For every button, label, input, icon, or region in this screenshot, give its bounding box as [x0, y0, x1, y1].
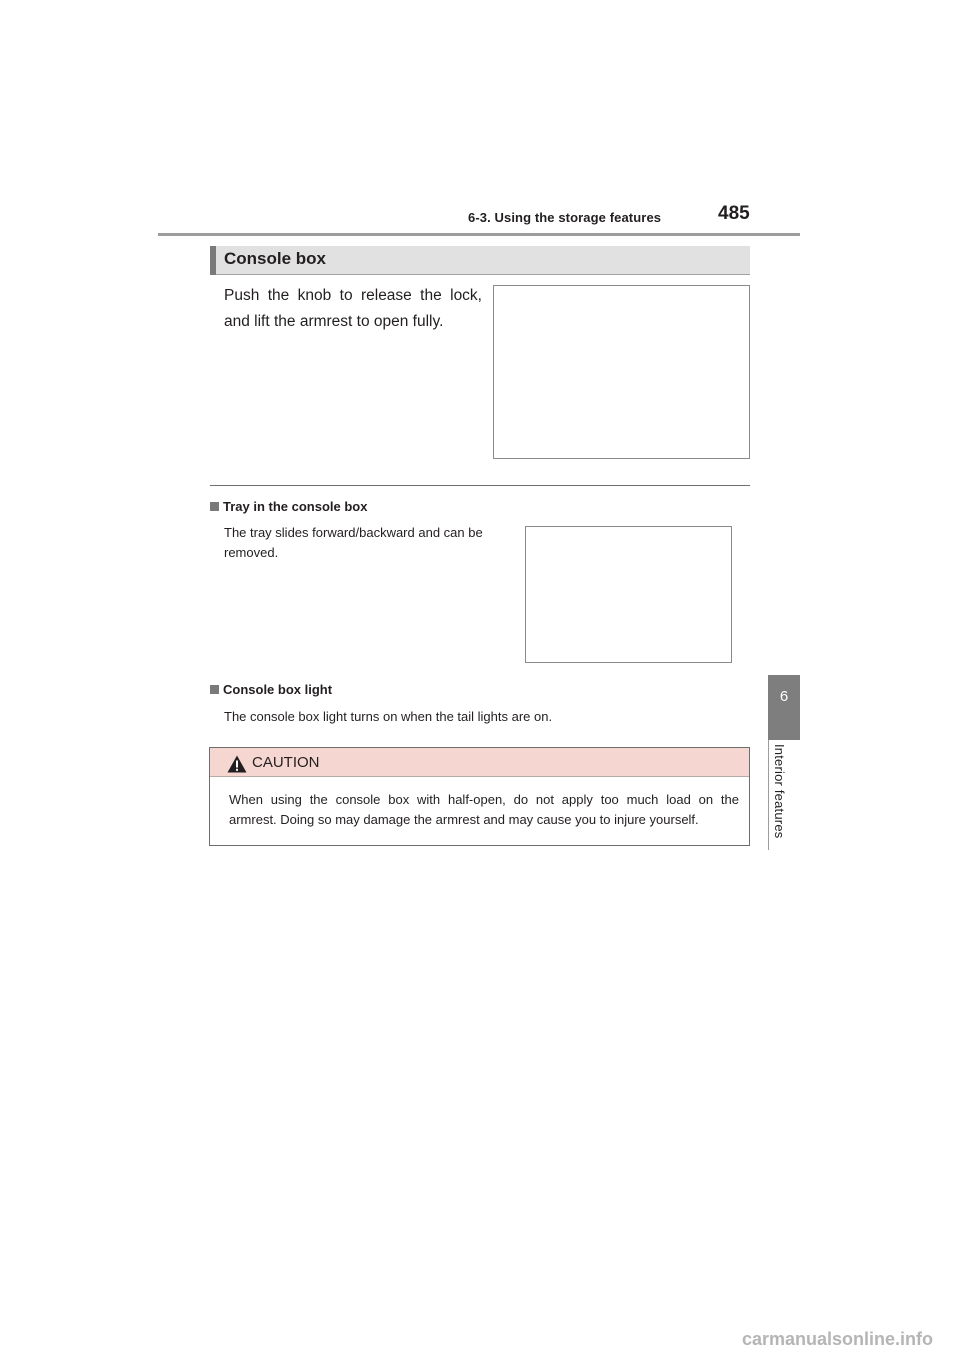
tray-heading-label: Tray in the console box: [223, 499, 368, 514]
tray-illustration: [525, 526, 732, 663]
warning-icon: [227, 755, 247, 773]
tray-description: The tray slides forward/backward and can be removed.: [224, 525, 483, 560]
square-bullet-icon: [210, 502, 219, 511]
section-divider: [210, 485, 750, 486]
caution-title: CAUTION: [252, 754, 320, 771]
section-heading-accent: [210, 246, 216, 275]
console-box-illustration: [493, 285, 750, 459]
chapter-tab-line: [768, 740, 769, 850]
chapter-title: Interior features: [772, 744, 787, 839]
header-rule: [158, 233, 800, 236]
square-bullet-icon: [210, 685, 219, 694]
tray-heading: [210, 499, 367, 514]
light-description: The console box light turns on when the tail lights are on.: [224, 709, 553, 724]
chapter-tab: [768, 675, 800, 740]
console-box-instructions: Push the knob to release the lock, and lift the armrest to open fully.: [224, 287, 482, 330]
caution-text: [229, 790, 739, 830]
light-heading: [210, 682, 332, 697]
section-title: Console box: [224, 249, 327, 268]
watermark: carmanualsonline.info: [742, 1329, 934, 1349]
page-number: 485: [718, 203, 750, 224]
light-heading-label: Console box light: [223, 682, 333, 697]
running-header-section: 6-3. Using the storage features: [468, 210, 662, 225]
caution-line-2: armrest. Doing so may damage the armrest and may cause you to injure yourself.: [229, 812, 699, 827]
caution-line-1: When using the console box with half-open, do not apply too much load on the: [229, 792, 739, 807]
chapter-number: 6: [779, 688, 789, 705]
